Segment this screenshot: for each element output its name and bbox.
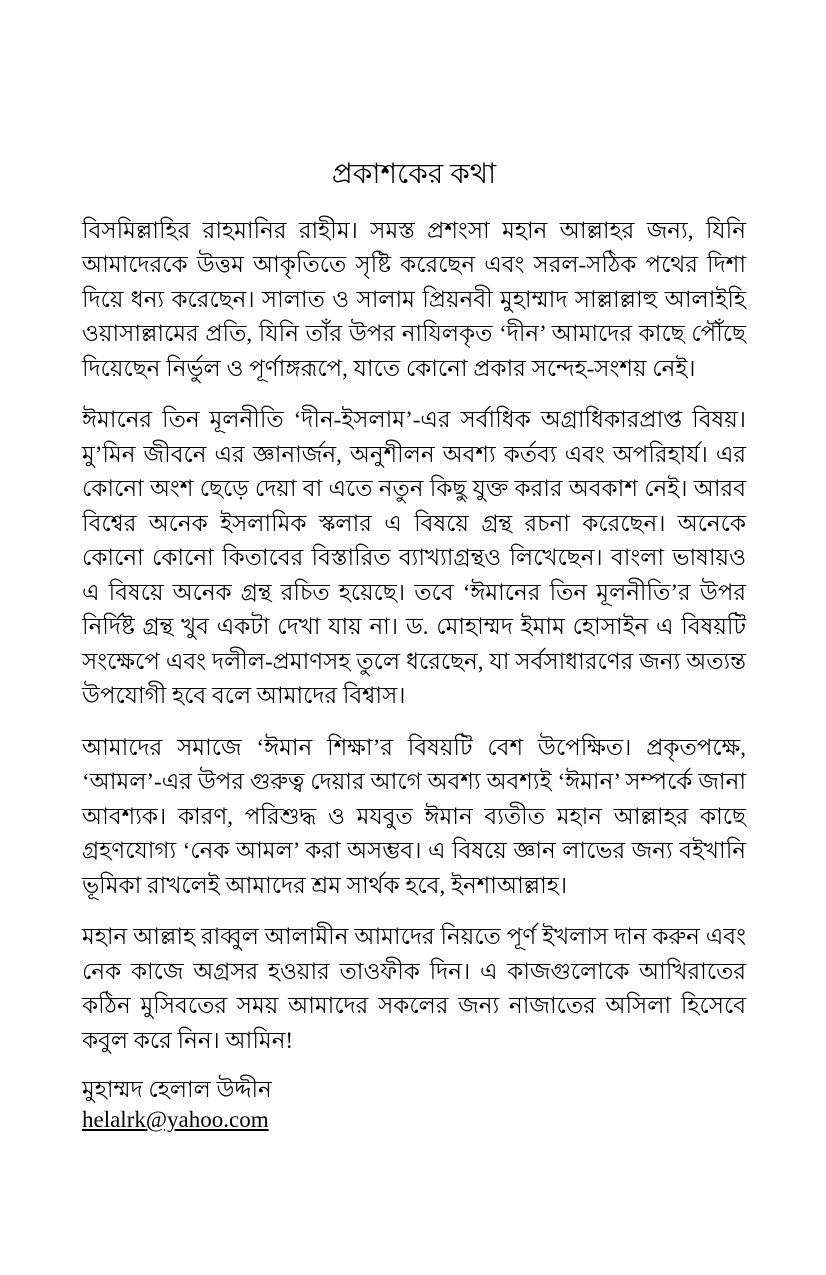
publisher-name: মুহাম্মদ হেলাল উদ্দীন (82, 1077, 272, 1103)
paragraph-3: আমাদের সমাজে ‘ঈমান শিক্ষা’র বিষয়টি বেশ উপেক্ষিত। প্রকৃতপক্ষে, ‘আমল’-এর উপর গুরুত্ব দেয়ার আগে অবশ্য অবশ্যই ‘ঈমান’ সম্পর্কে জানা আবশ্যক। কারণ, পরিশুদ্ধ ও মযবুত ঈমান ব্যতীত মহান আল্লাহর কাছে গ্রহণযোগ্য ‘নেক আমল’ করা অসম্ভব। এ বিষয়ে জ্ঞান লাভের জন্য বইখানি ভূমিকা রাখলেই আমাদের শ্রম সার্থক হবে, ইনশাআল্লাহ। (82, 734, 746, 898)
publisher-email-link[interactable]: helalrk@yahoo.com (82, 1107, 269, 1133)
paragraph-2: ঈমানের তিন মূলনীতি ‘দীন-ইসলাম’-এর সর্বাধিক অগ্রাধিকারপ্রাপ্ত বিষয়। মু’মিন জীবনে এর জ্ঞানার্জন, অনুশীলন অবশ্য কর্তব্য এবং অপরিহার্য। এর কোনো অংশ ছেড়ে দেয়া বা এতে নতুন কিছু যুক্ত করার অবকাশ নেই। আরব বিশ্বের অনেক ইসলামিক স্কলার এ বিষয়ে গ্রন্থ রচনা করেছেন। অনেকে কোনো কোনো কিতাবের বিস্তারিত ব্যাখ্যাগ্রন্থও লিখেছেন। বাংলা ভাষায়ও এ বিষয়ে অনেক গ্রন্থ রচিত হয়েছে। তবে ‘ঈমানের তিন মূলনীতি’র উপর নির্দিষ্ট গ্রন্থ খুব একটা দেখা যায় না। ড. মোহাম্মদ ইমাম হোসাইন এ বিষয়টি সংক্ষেপে এবং দলীল-প্রমাণসহ তুলে ধরেছেন, যা সর্বসাধারণের জন্য অত্যন্ত উপযোগী হবে বলে আমাদের বিশ্বাস। (82, 407, 746, 709)
paragraph-1: বিসমিল্লাহির রাহমানির রাহীম। সমস্ত প্রশংসা মহান আল্লাহর জন্য, যিনি আমাদেরকে উত্তম আকৃতিতে সৃষ্টি করেছেন এবং সরল-সঠিক পথের দিশা দিয়ে ধন্য করেছেন। সালাত ও সালাম প্রিয়নবী মুহাম্মাদ সাল্লাল্লাহু আলাইহি ওয়াসাল্লামের প্রতি, যিনি তাঁর উপর নাযিলকৃত ‘দীন’ আমাদের কাছে পৌঁছে দিয়েছেন নির্ভুল ও পূর্ণাঙ্গরূপে, যাতে কোনো প্রকার সন্দেহ-সংশয় নেই। (82, 217, 746, 381)
paragraph-4: মহান আল্লাহ রাব্বুল আলামীন আমাদের নিয়তে পূর্ণ ইখলাস দান করুন এবং নেক কাজে অগ্রসর হওয়ার তাওফীক দিন। এ কাজগুলোকে আখিরাতের কঠিন মুসিবতের সময় আমাদের সকলের জন্য নাজাতের অসিলা হিসেবে কবুল করে নিন। আমিন! (82, 924, 746, 1053)
page-content (82, 158, 746, 1135)
body-text (82, 214, 746, 1059)
signature-block (82, 1075, 746, 1135)
publisher-email-line (82, 1105, 746, 1135)
page-title: প্রকাশকের কথা (331, 159, 497, 190)
